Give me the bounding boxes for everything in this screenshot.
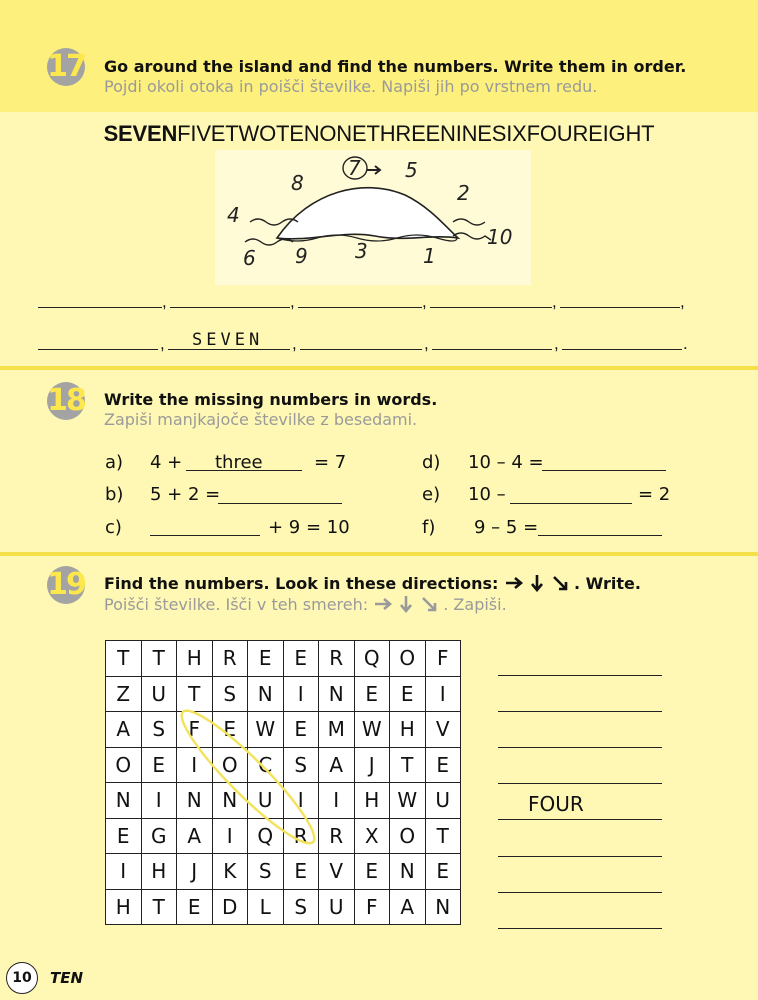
ex17-answer-line-3[interactable] [298,307,422,308]
ex17-sample-answer: SEVEN [192,330,264,350]
item-d-left: 10 – 4 = [468,452,544,473]
grid-row [106,854,461,890]
grid-cell[interactable]: K [212,854,248,890]
grid-cell[interactable]: A [106,712,142,748]
grid-cell[interactable]: T [177,676,213,712]
ex17-instruction-en: Go around the island and find the numbers. Write them in order. [104,57,687,76]
grid-cell[interactable]: T [141,889,177,925]
ex19-instruction-en [104,574,641,593]
item-c-label: c) [105,517,122,538]
grid-cell[interactable]: I [106,854,142,890]
grid-cell[interactable]: I [177,747,213,783]
ex17-answer-line-5[interactable] [560,307,680,308]
ex17-answer-line-9[interactable] [432,349,552,350]
grid-cell[interactable]: F [354,889,390,925]
grid-cell[interactable]: M [319,712,355,748]
grid-cell[interactable]: H [177,641,213,677]
grid-cell[interactable]: R [319,641,355,677]
grid-cell[interactable]: S [248,854,284,890]
grid-cell[interactable]: O [390,818,426,854]
grid-cell[interactable]: N [212,783,248,819]
grid-cell[interactable]: E [354,854,390,890]
item-d-label: d) [422,452,441,473]
grid-row [106,818,461,854]
ex19-instruction-sl-end: . Zapiši. [443,595,507,614]
grid-cell[interactable]: C [248,747,284,783]
grid-cell[interactable]: E [283,712,319,748]
grid-cell[interactable]: G [141,818,177,854]
grid-cell[interactable]: E [425,854,461,890]
grid-cell[interactable]: W [354,712,390,748]
ex19-write-line-7[interactable] [498,892,662,893]
island-num-4: 4 [227,203,240,227]
item-a-left: 4 + [150,452,183,473]
item-a-label: a) [105,452,124,473]
grid-cell[interactable]: I [141,783,177,819]
grid-cell[interactable]: E [283,854,319,890]
item-c-right: + 9 = 10 [268,517,350,538]
comma: , [160,334,165,353]
item-b-left: 5 + 2 = [150,484,221,505]
grid-cell[interactable]: E [283,641,319,677]
grid-cell[interactable]: E [177,889,213,925]
grid-cell[interactable]: T [425,818,461,854]
grid-cell[interactable]: S [283,889,319,925]
comma: , [680,292,685,311]
grid-row [106,641,461,677]
ex18-instruction-en: Write the missing numbers in words. [104,390,438,409]
ex19-write-line-2[interactable] [498,711,662,712]
grid-cell[interactable]: N [106,783,142,819]
comma: , [162,292,167,311]
grid-cell[interactable]: S [212,676,248,712]
grid-cell[interactable]: D [212,889,248,925]
separator-2 [0,552,758,556]
comma: , [424,334,429,353]
grid-cell[interactable]: T [390,747,426,783]
island-num-7: 7 [348,156,361,180]
grid-row [106,712,461,748]
comma: , [292,334,297,353]
island-num-2: 2 [457,181,470,205]
grid-cell[interactable]: E [141,747,177,783]
item-b-label: b) [105,484,124,505]
item-b-answer-line[interactable] [218,503,342,504]
island-num-5: 5 [405,158,418,182]
grid-cell[interactable]: U [141,676,177,712]
grid-cell[interactable]: X [354,818,390,854]
grid-cell[interactable]: H [141,854,177,890]
item-f-label: f) [422,517,436,538]
grid-cell[interactable]: N [248,676,284,712]
grid-cell[interactable]: E [354,676,390,712]
item-f-left: 9 – 5 = [474,517,539,538]
grid-cell[interactable]: U [319,889,355,925]
ex19-write-line-3[interactable] [498,747,662,748]
item-e-right: = 2 [638,484,671,505]
grid-cell[interactable]: S [283,747,319,783]
grid-cell[interactable]: T [141,641,177,677]
comma: , [290,292,295,311]
direction-arrows-icon [504,574,574,592]
item-e-answer-line[interactable] [510,503,632,504]
grid-cell[interactable]: J [177,854,213,890]
grid-cell[interactable]: N [425,889,461,925]
grid-row [106,783,461,819]
separator-1 [0,366,758,370]
island-num-3: 3 [355,239,368,263]
ex19-write-line-6[interactable] [498,856,662,857]
item-a-right: = 7 [314,452,347,473]
ex19-write-line-1[interactable] [498,675,662,676]
comma: , [552,292,557,311]
number-word-sequence [0,121,758,147]
item-d-answer-line[interactable] [542,470,666,471]
grid-row [106,676,461,712]
grid-row [106,889,461,925]
grid-cell[interactable]: H [106,889,142,925]
grid-cell[interactable]: W [390,783,426,819]
ex19-instruction-sl-text: Poišči številke. Išči v teh smereh: [104,595,369,614]
grid-cell[interactable]: Q [248,818,284,854]
direction-arrows-grey-icon [373,595,443,613]
grid-cell[interactable]: V [425,712,461,748]
grid-row [106,747,461,783]
grid-cell[interactable]: O [390,641,426,677]
item-f-answer-line[interactable] [538,535,662,536]
ex17-answer-line-4[interactable] [430,307,552,308]
ex18-instruction-sl: Zapiši manjkajoče številke z besedami. [104,410,418,429]
word-search-grid [105,640,461,925]
grid-cell[interactable]: V [319,854,355,890]
grid-cell[interactable]: H [390,712,426,748]
grid-cell[interactable]: E [212,712,248,748]
grid-cell[interactable]: N [177,783,213,819]
grid-cell[interactable]: A [319,747,355,783]
grid-cell[interactable]: L [248,889,284,925]
period: . [683,334,688,353]
grid-cell[interactable]: W [248,712,284,748]
grid-cell[interactable]: N [390,854,426,890]
ex17-answer-line-2[interactable] [170,307,290,308]
grid-cell[interactable]: Q [354,641,390,677]
ex17-answer-line-10[interactable] [562,349,682,350]
grid-cell[interactable]: J [354,747,390,783]
island-num-8: 8 [291,171,304,195]
page-number-word: TEN [50,969,84,987]
grid-cell[interactable]: E [106,818,142,854]
grid-cell[interactable]: R [283,818,319,854]
island-num-6: 6 [243,246,256,270]
item-e-label: e) [422,484,441,505]
ex17-answer-line-1[interactable] [38,307,162,308]
grid-cell[interactable]: A [390,889,426,925]
comma: , [554,334,559,353]
grid-cell[interactable]: I [212,818,248,854]
exercise-18-badge: 18 [47,383,85,418]
grid-cell[interactable]: A [177,818,213,854]
ex19-write-line-8[interactable] [498,928,662,929]
island-illustration [215,150,531,285]
grid-cell[interactable]: S [141,712,177,748]
grid-cell[interactable]: H [354,783,390,819]
grid-cell[interactable]: Z [106,676,142,712]
ex19-instruction-sl [104,595,507,614]
island-num-10: 10 [487,225,513,249]
item-e-left: 10 – [468,484,506,505]
grid-cell[interactable]: I [319,783,355,819]
item-c-answer-line[interactable] [150,535,260,536]
grid-cell[interactable]: E [425,747,461,783]
grid-cell[interactable]: T [106,641,142,677]
grid-cell[interactable]: F [177,712,213,748]
ex19-write-line-5[interactable] [498,819,662,820]
grid-cell[interactable]: F [425,641,461,677]
ex17-instruction-sl: Pojdi okoli otoka in poišči številke. Napiši jih po vrstnem redu. [104,77,598,96]
grid-cell[interactable]: E [390,676,426,712]
grid-cell[interactable]: O [106,747,142,783]
exercise-19-badge: 19 [47,567,85,602]
grid-cell[interactable]: U [248,783,284,819]
island-num-9: 9 [295,244,308,268]
grid-cell[interactable]: N [319,676,355,712]
grid-cell[interactable]: I [283,676,319,712]
grid-cell[interactable]: O [212,747,248,783]
ex17-answer-line-6[interactable] [38,349,158,350]
sequence-rest: FIVETWOTENONETHREENINESIXFOUREIGHT [177,121,655,146]
grid-cell[interactable]: U [425,783,461,819]
ex19-write-line-4[interactable] [498,783,662,784]
grid-cell[interactable]: R [212,641,248,677]
item-a-answer: three [215,452,263,473]
exercise-17-badge: 17 [47,49,85,84]
ex17-answer-line-8[interactable] [300,349,422,350]
grid-cell[interactable]: R [319,818,355,854]
ex19-example-word: FOUR [528,792,584,816]
ex19-instruction-en-end: . Write. [573,574,641,593]
grid-cell[interactable]: I [283,783,319,819]
sequence-highlight: SEVEN [103,121,178,146]
grid-cell[interactable]: I [425,676,461,712]
island-num-1: 1 [423,244,436,268]
comma: , [422,292,427,311]
ex19-instruction-en-text: Find the numbers. Look in these directions: [104,574,499,593]
grid-cell[interactable]: E [248,641,284,677]
page-number: 10 [6,962,38,994]
